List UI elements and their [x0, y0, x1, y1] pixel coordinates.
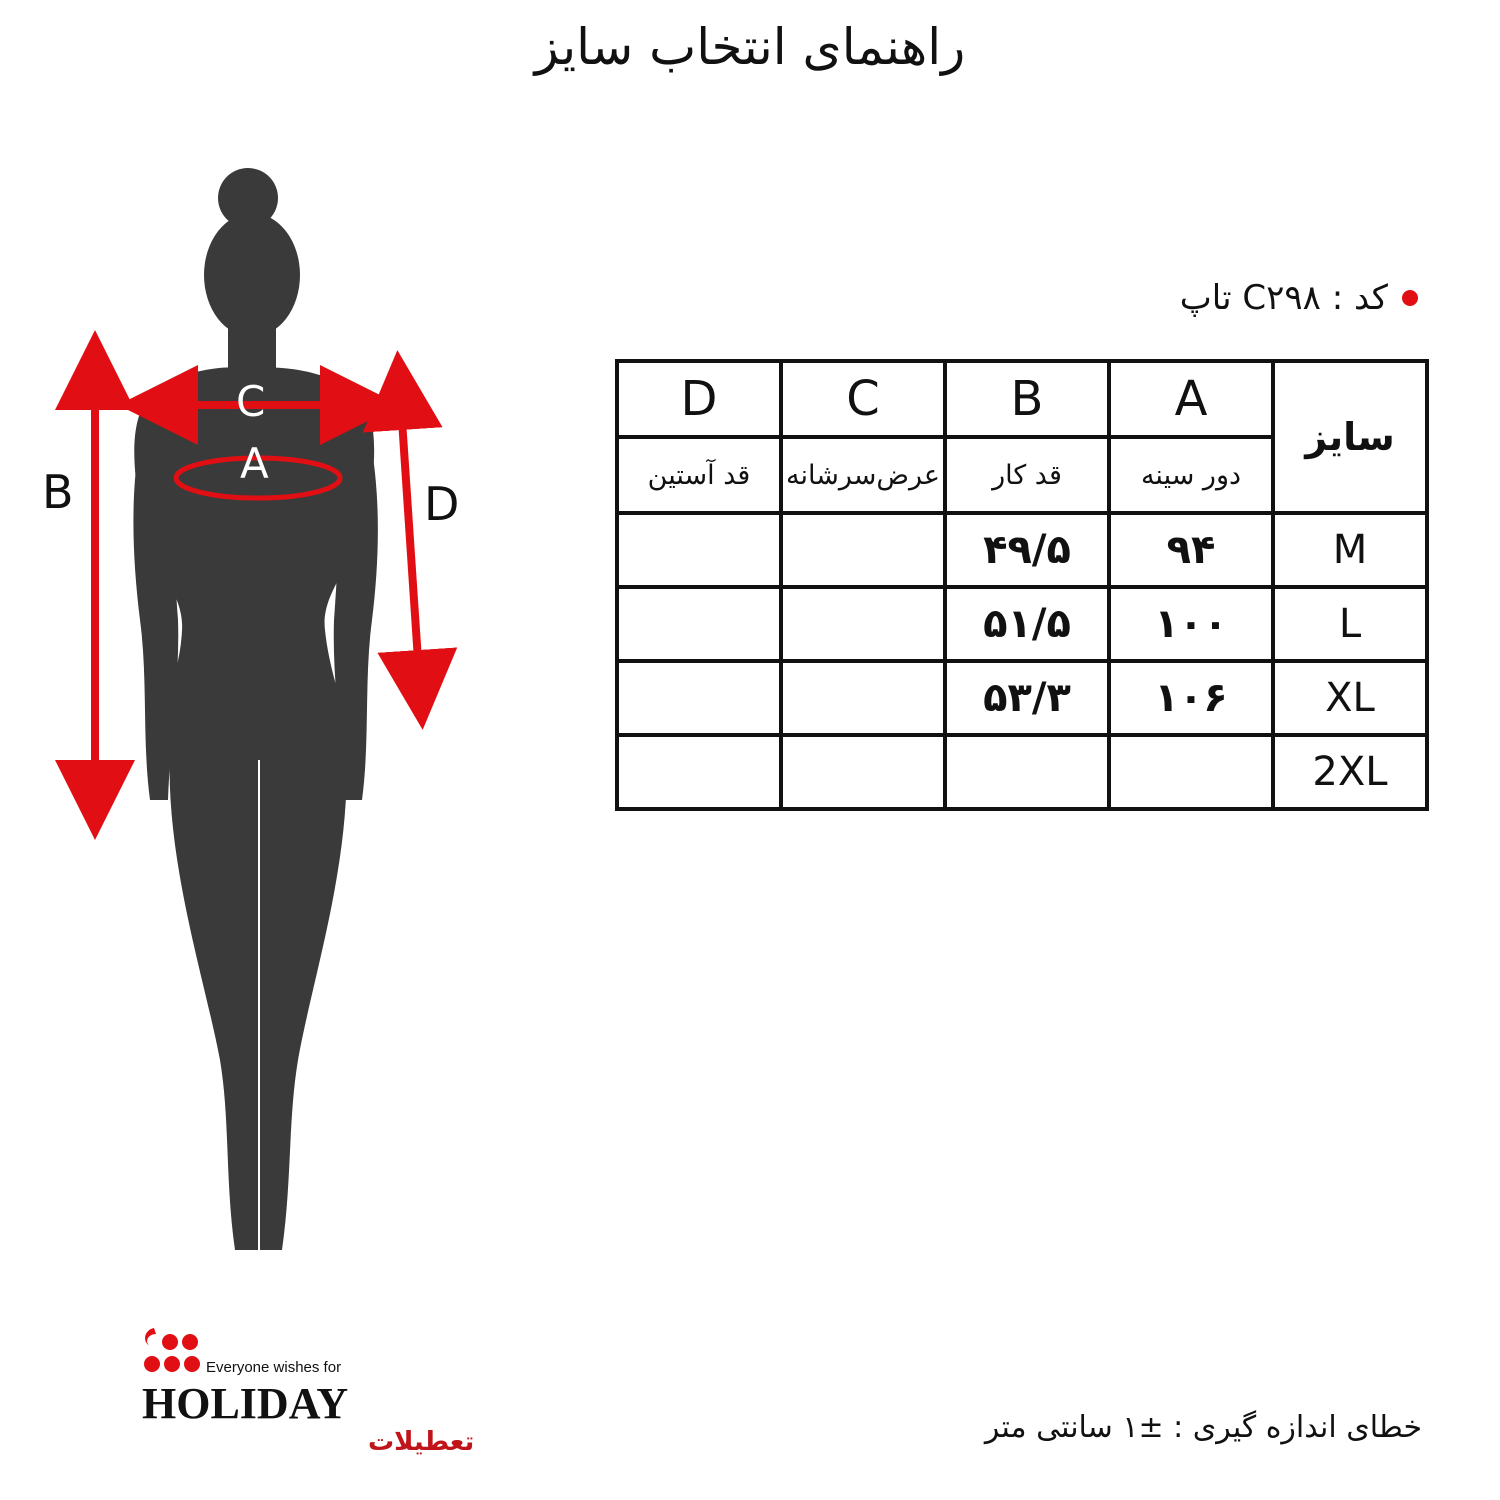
size-table	[615, 359, 1429, 811]
product-code-text: کد : C۲۹۸ تاپ	[1179, 278, 1388, 318]
cell-a: ۱۰۶	[1109, 661, 1273, 735]
product-code	[1180, 278, 1418, 318]
header-label-c: عرض‌سرشانه	[781, 437, 945, 513]
label-a: A	[240, 439, 269, 488]
cell-d	[617, 513, 781, 587]
table-row	[617, 587, 1427, 661]
cell-b	[945, 735, 1109, 809]
label-c: C	[236, 377, 266, 426]
holiday-logo	[140, 1322, 475, 1462]
cell-c	[781, 587, 945, 661]
header-letter-a: A	[1109, 361, 1273, 437]
cell-size: M	[1273, 513, 1427, 587]
measurement-error-note: خطای اندازه گیری : ±۱ سانتی متر	[984, 1410, 1422, 1445]
cell-a	[1109, 735, 1273, 809]
cell-b: ۵۳/۳	[945, 661, 1109, 735]
cell-d	[617, 587, 781, 661]
table-row	[617, 661, 1427, 735]
header-letter-c: C	[781, 361, 945, 437]
bullet-icon	[1402, 290, 1418, 306]
cell-d	[617, 735, 781, 809]
header-size: سایز	[1273, 361, 1427, 513]
cell-a: ۹۴	[1109, 513, 1273, 587]
cell-c	[781, 735, 945, 809]
header-label-d: قد آستین	[617, 437, 781, 513]
cell-d	[617, 661, 781, 735]
woman-silhouette-icon	[133, 168, 377, 1250]
dots-icon	[144, 1328, 200, 1372]
header-label-b: قد کار	[945, 437, 1109, 513]
cell-size: L	[1273, 587, 1427, 661]
label-d: D	[424, 477, 460, 531]
cell-size: 2XL	[1273, 735, 1427, 809]
header-label-a: دور سینه	[1109, 437, 1273, 513]
table-row	[617, 513, 1427, 587]
header-letter-b: B	[945, 361, 1109, 437]
logo-tagline: Everyone wishes for	[206, 1359, 342, 1376]
cell-size: XL	[1273, 661, 1427, 735]
table-row	[617, 735, 1427, 809]
header-letter-d: D	[617, 361, 781, 437]
label-b: B	[42, 465, 74, 519]
cell-c	[781, 661, 945, 735]
logo-brand: HOLIDAY	[142, 1379, 349, 1428]
cell-a: ۱۰۰	[1109, 587, 1273, 661]
cell-c	[781, 513, 945, 587]
table-header-letters	[617, 361, 1427, 437]
page-title: راهنمای انتخاب سایز	[534, 18, 966, 76]
cell-b: ۵۱/۵	[945, 587, 1109, 661]
logo-brand-fa: تعطیلات	[368, 1427, 475, 1457]
arrow-d	[400, 390, 420, 690]
body-measurement-figure	[30, 160, 490, 1270]
cell-b: ۴۹/۵	[945, 513, 1109, 587]
